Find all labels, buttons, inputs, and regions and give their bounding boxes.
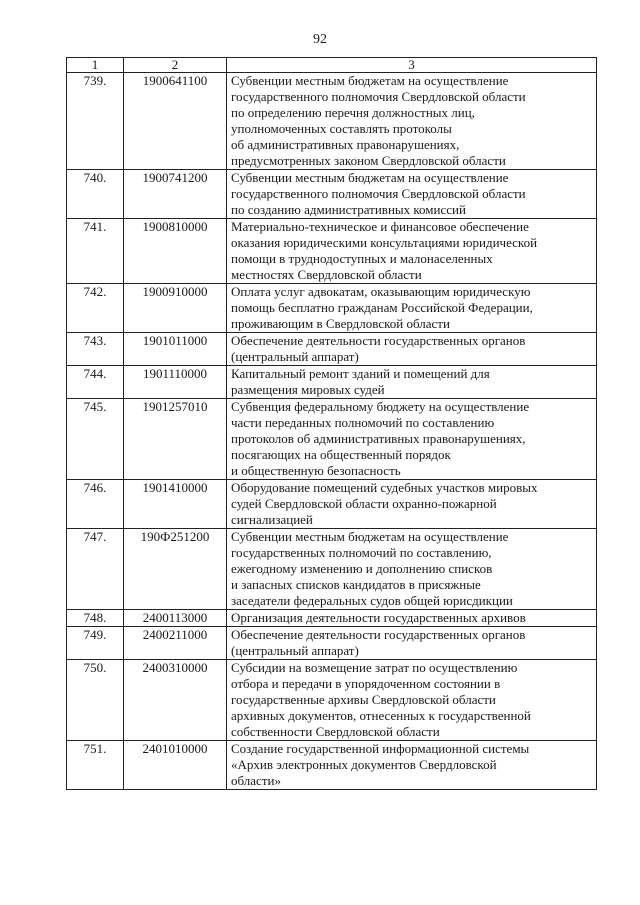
row-code: 2400310000: [124, 660, 227, 741]
row-code: 1901011000: [124, 333, 227, 366]
row-description: Капитальный ремонт зданий и помещений для размещения мировых судей: [227, 366, 597, 399]
table-row: [67, 366, 597, 399]
row-number: 745.: [67, 399, 124, 480]
row-description: Организация деятельности государственных архивов: [227, 610, 597, 627]
row-code: 190Ф251200: [124, 529, 227, 610]
row-number: 740.: [67, 170, 124, 219]
budget-classification-table: [66, 57, 597, 790]
table-body: [67, 73, 597, 790]
table-row: [67, 219, 597, 284]
row-number: 743.: [67, 333, 124, 366]
table-row: [67, 480, 597, 529]
row-number: 739.: [67, 73, 124, 170]
row-description: Субвенция федеральному бюджету на осуществление части переданных полномочий по составлению протоколов об административных правонарушениях, посягающих на общественный порядок и общественную безопасность: [227, 399, 597, 480]
row-description: Оборудование помещений судебных участков мировых судей Свердловской области охранно-пожарной сигнализацией: [227, 480, 597, 529]
row-description: Субвенции местным бюджетам на осуществление государственного полномочия Свердловской области по созданию административных комиссий: [227, 170, 597, 219]
row-number: 746.: [67, 480, 124, 529]
row-code: 2401010000: [124, 741, 227, 790]
row-number: 742.: [67, 284, 124, 333]
table-row: [67, 399, 597, 480]
row-description: Субсидии на возмещение затрат по осуществлению отбора и передачи в упорядоченном состоянии в государственные архивы Свердловской области архивных документов, отнесенных к государственной собственности Свердловской области: [227, 660, 597, 741]
table-row: [67, 741, 597, 790]
header-row: [67, 58, 597, 73]
row-code: 2400211000: [124, 627, 227, 660]
row-number: 748.: [67, 610, 124, 627]
row-code: 1901257010: [124, 399, 227, 480]
column-header-number: 1: [67, 58, 124, 73]
row-code: 1901410000: [124, 480, 227, 529]
column-header-description: 3: [227, 58, 597, 73]
table-header: [67, 58, 597, 73]
row-number: 741.: [67, 219, 124, 284]
row-number: 750.: [67, 660, 124, 741]
table-row: [67, 73, 597, 170]
row-description: Субвенции местным бюджетам на осуществление государственного полномочия Свердловской области по определению перечня должностных лиц, уполномоченных составлять протоколы об административных правонарушениях, предусмотренных законом Свердловской области: [227, 73, 597, 170]
row-code: 1900810000: [124, 219, 227, 284]
row-description: Обеспечение деятельности государственных органов (центральный аппарат): [227, 627, 597, 660]
column-header-code: 2: [124, 58, 227, 73]
row-number: 749.: [67, 627, 124, 660]
row-description: Обеспечение деятельности государственных органов (центральный аппарат): [227, 333, 597, 366]
table-row: [67, 529, 597, 610]
row-code: 2400113000: [124, 610, 227, 627]
row-code: 1901110000: [124, 366, 227, 399]
row-description: Материально-техническое и финансовое обеспечение оказания юридическими консультациями юридической помощи в труднодоступных и малонаселенных местностях Свердловской области: [227, 219, 597, 284]
table-row: [67, 627, 597, 660]
table-row: [67, 610, 597, 627]
row-description: Субвенции местным бюджетам на осуществление государственных полномочий по составлению, ежегодному изменению и дополнению списков и запасных списков кандидатов в присяжные заседатели федеральных судов общей юрисдикции: [227, 529, 597, 610]
table-row: [67, 170, 597, 219]
row-description: Создание государственной информационной системы «Архив электронных документов Свердловской области»: [227, 741, 597, 790]
table-row: [67, 333, 597, 366]
row-code: 1900910000: [124, 284, 227, 333]
row-code: 1900641100: [124, 73, 227, 170]
row-description: Оплата услуг адвокатам, оказывающим юридическую помощь бесплатно гражданам Российской Федерации, проживающим в Свердловской области: [227, 284, 597, 333]
row-code: 1900741200: [124, 170, 227, 219]
table-row: [67, 660, 597, 741]
table-row: [67, 284, 597, 333]
row-number: 751.: [67, 741, 124, 790]
row-number: 747.: [67, 529, 124, 610]
page-number: 92: [313, 32, 327, 47]
row-number: 744.: [67, 366, 124, 399]
